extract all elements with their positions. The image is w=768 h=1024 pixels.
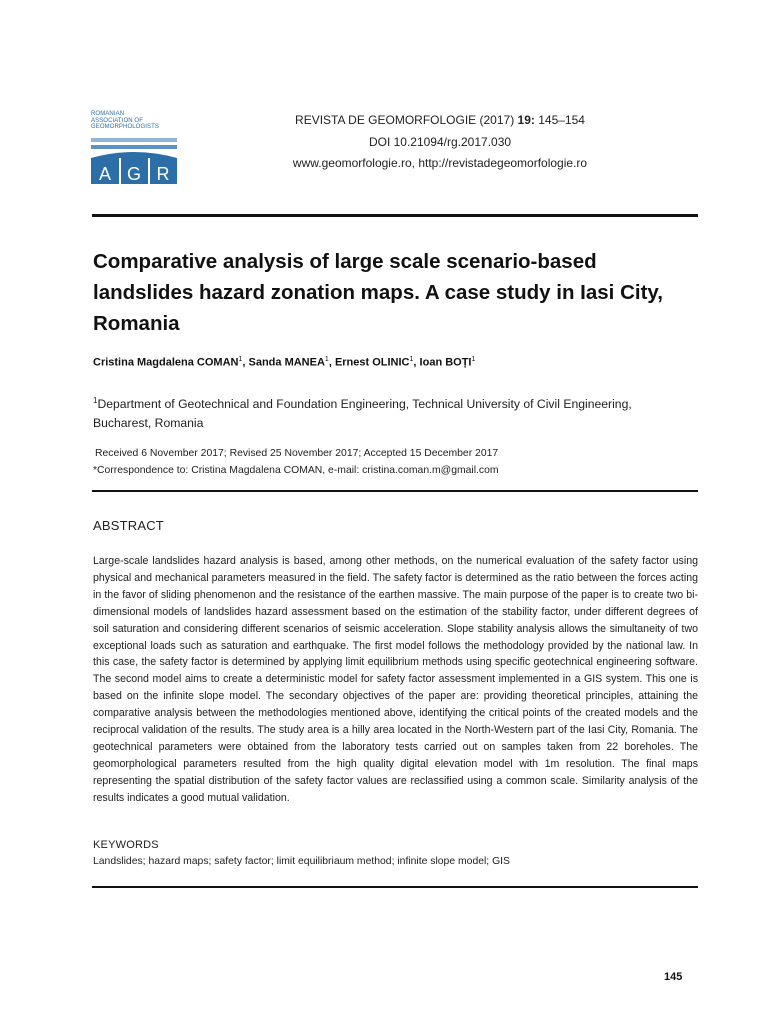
keywords-heading: KEYWORDS [93, 839, 159, 851]
journal-urls: www.geomorfologie.ro, http://revistadegeomorfologie.ro [292, 156, 588, 170]
affiliation-text: Department of Geotechnical and Foundation Engineering, Technical University of Civil Engineering, Bucharest, Romania [93, 397, 632, 431]
author-affiliation-mark: 1 [471, 356, 476, 363]
author-name: Ioan BOȚI [419, 356, 472, 369]
header-rule [92, 214, 698, 217]
abstract-heading: ABSTRACT [93, 518, 164, 533]
logo-line-3: GEOMORPHOLOGISTS [91, 124, 159, 130]
author-separator: , [413, 356, 420, 369]
logo-line-2: ASSOCIATION OF [91, 117, 143, 124]
affiliation-mark: 1 [93, 396, 98, 405]
abstract-top-rule [92, 490, 698, 492]
logo-emblem [91, 138, 177, 184]
author-affiliation-mark: 1 [409, 356, 414, 363]
agr-logo [91, 111, 177, 185]
received-dates: Received 6 November 2017; Revised 25 November 2017; Accepted 15 December 2017 [95, 448, 499, 459]
author-affiliation-mark: 1 [324, 356, 329, 363]
abstract-text: Large-scale landslides hazard analysis is based, among other methods, on the numerical evaluation of the safety factor using physical and mechanical parameters measured in the field. The safety factor is determined as the ratio between the forces acting in the favor of sliding phenomenon and the resistance of the earthen massive. The main purpose of the paper is to create two bi-dimensional models of landslides hazard assessment based on the estimation of the stability factor, under different degrees of soil saturation and considering different scenarios of seismic acceleration. Slope stability analysis allows the simultaneity of two exceptional loads such as saturation and earthquake. The first model follows the methodology provided by the national law. In this case, the safety factor is determined by applying limit equilibrium methods using specific geotechnical engineering software. The second model aims to create a deterministic model for safety factor assessment implemented in a GIS system. This one is based on the infinite slope model. The secondary objectives of the paper are: providing theoretical principles, attaining the comparative analysis between the methodologies mentioned above, identifying the critical points of the created models and the reciprocal validation of the results. The study area is a hilly area located in the North-Western part of the Iasi City, Romania. The geotechnical parameters were obtained from the laboratory tests carried out on samples taken from 22 boreholes. The geomorphological parameters resulted from the high quality digital elevation model with 1m resolution. The final maps representing the spatial distribution of the safety factor values are reclassified using a common scale. Similarity analysis of the results indicates a good mutual validation. [93, 555, 698, 804]
author-separator: , [328, 356, 335, 369]
author-separator: , [242, 356, 249, 369]
keywords-text: Landslides; hazard maps; safety factor; limit equilibriaum method; infinite slope model; GIS [93, 856, 510, 867]
logo-letter-a: A [98, 164, 112, 184]
paper-title: Comparative analysis of large scale scenario-based landslides hazard zonation maps. A case study in Iasi City, Romania [93, 250, 663, 335]
journal-volume: 19: [517, 113, 535, 127]
article-history [93, 445, 499, 479]
logo-line-1: ROMANIAN [91, 111, 125, 117]
logo-letter-g: G [126, 164, 142, 184]
author-affiliation-mark: 1 [238, 356, 243, 363]
affiliation [93, 391, 683, 433]
correspondence: *Correspondence to: Cristina Magdalena COMAN, e-mail: cristina.coman.m@gmail.com [93, 465, 499, 476]
author-name: Sanda MANEA [248, 356, 325, 369]
author-name: Cristina Magdalena COMAN [93, 356, 239, 369]
abstract-bottom-rule [92, 886, 698, 888]
journal-citation [180, 113, 700, 127]
journal-pages: 145–154 [538, 113, 585, 127]
author-list [93, 356, 475, 369]
logo-association-text [91, 111, 177, 131]
logo-letter-r: R [156, 164, 170, 184]
author-name: Ernest OLINIC [334, 356, 410, 369]
journal-doi: DOI 10.21094/rg.2017.030 [368, 135, 512, 149]
page-number: 145 [664, 971, 683, 983]
journal-name: REVISTA DE GEOMORFOLOGIE (2017) [295, 113, 515, 127]
